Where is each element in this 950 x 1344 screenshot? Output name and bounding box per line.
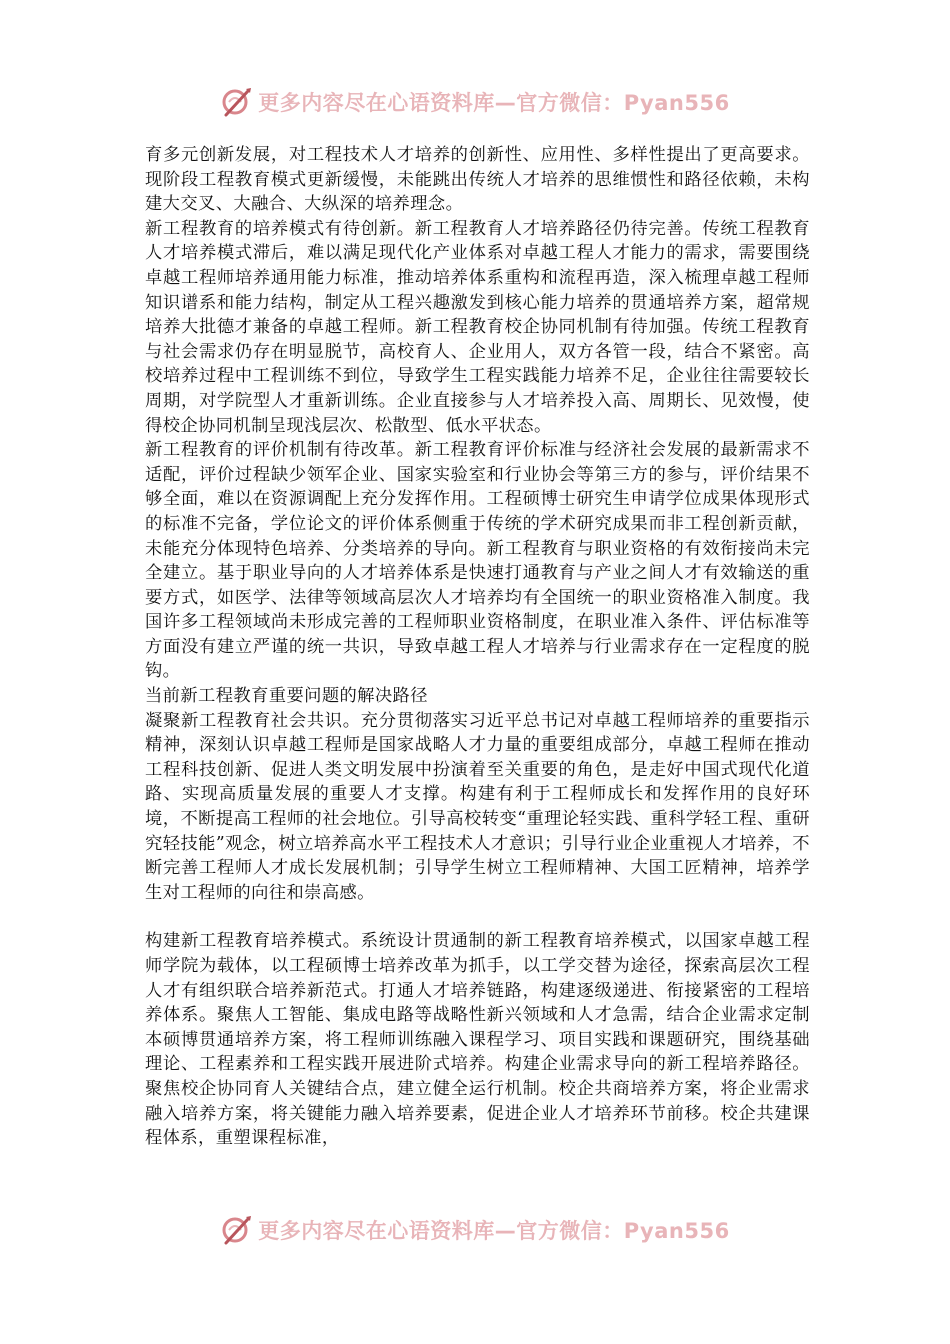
pen-logo-icon: [220, 85, 254, 119]
paragraph-6: 构建新工程教育培养模式。系统设计贯通制的新工程教育培养模式，以国家卓越工程师学院为载体，以工程硕博士培养改革为抓手，以工学交替为途径，探索高层次工程人才有组织联合培养新范式。打通人才培养链路，构建逐级递进、衔接紧密的工程培养体系。聚焦人工智能、集成电路等战略性新兴领域和人才急需，结合企业需求定制本硕博贯通培养方案，将工程师训练融入课程学习、项目实践和课题研究，围绕基础理论、工程素养和工程实践开展进阶式培养。构建企业需求导向的新工程培养路径。聚焦校企协同育人关键结合点，建立健全运行机制。校企共商培养方案，将企业需求融入培养方案，将关键能力融入培养要素，促进企业人才培养环节前移。校企共建课程体系，重塑课程标准，: [145, 931, 810, 1149]
paragraph-2: 新工程教育的培养模式有待创新。新工程教育人才培养路径仍待完善。传统工程教育人才培养模式滞后，难以满足现代化产业体系对卓越工程人才能力的需求，需要围绕卓越工程师培养通用能力标准，推动培养体系重构和流程再造，深入梳理卓越工程师知识谱系和能力结构，制定从工程兴趣激发到核心能力培养的贯通培养方案，超常规培养大批德才兼备的卓越工程师。新工程教育校企协同机制有待加强。传统工程教育与社会需求仍存在明显脱节，高校育人、企业用人，双方各管一段，结合不紧密。高校培养过程中工程训练不到位，导致学生工程实践能力培养不足，企业往往需要较长周期，对学院型人才重新训练。企业直接参与人才培养投入高、周期长、见效慢，使得校企协同机制呈现浅层次、松散型、低水平状态。: [145, 218, 810, 436]
header-watermark-text: 更多内容尽在心语资料库—官方微信：Pyan556: [258, 91, 730, 115]
footer-watermark: [0, 1210, 950, 1250]
header-watermark: [0, 82, 950, 122]
document-body: [145, 143, 810, 1151]
footer-watermark-text: 更多内容尽在心语资料库—官方微信：Pyan556: [258, 1219, 730, 1243]
section-heading: 当前新工程教育重要问题的解决路径: [145, 686, 428, 707]
paragraph-1: 育多元创新发展，对工程技术人才培养的创新性、应用性、多样性提出了更高要求。现阶段工程教育模式更新缓慢，未能跳出传统人才培养的思维惯性和路径依赖，未构建大交叉、大融合、大纵深的培养理念。: [145, 145, 810, 215]
pen-logo-icon: [220, 1213, 254, 1247]
blank-line: [145, 905, 810, 929]
paragraph-3: 新工程教育的评价机制有待改革。新工程教育评价标准与经济社会发展的最新需求不适配，评价过程缺少领军企业、国家实验室和行业协会等第三方的参与，评价结果不够全面，难以在资源调配上充分发挥作用。工程硕博士研究生申请学位成果体现形式的标准不完备，学位论文的评价体系侧重于传统的学术研究成果而非工程创新贡献，未能充分体现特色培养、分类培养的导向。新工程教育与职业资格的有效衔接尚未完全建立。基于职业导向的人才培养体系是快速打通教育与产业之间人才有效输送的重要方式，如医学、法律等领域高层次人才培养均有全国统一的职业资格准入制度。我国许多工程领域尚未形成完善的工程师职业资格制度，在职业准入条件、评估标准等方面没有建立严谨的统一共识，导致卓越工程人才培养与行业需求存在一定程度的脱钩。: [145, 440, 810, 682]
paragraph-5: 凝聚新工程教育社会共识。充分贯彻落实习近平总书记对卓越工程师培养的重要指示精神，深刻认识卓越工程师是国家战略人才力量的重要组成部分，卓越工程师在推动工程科技创新、促进人类文明发展中扮演着至关重要的角色，是走好中国式现代化道路、实现高质量发展的重要人才支撑。构建有利于工程师成长和发挥作用的良好环境，不断提高工程师的社会地位。引导高校转变“重理论轻实践、重科学轻工程、重研究轻技能”观念，树立培养高水平工程技术人才意识；引导行业企业重视人才培养，不断完善工程师人才成长发展机制；引导学生树立工程师精神、大国工匠精神，培养学生对工程师的向往和崇高感。: [145, 710, 810, 903]
